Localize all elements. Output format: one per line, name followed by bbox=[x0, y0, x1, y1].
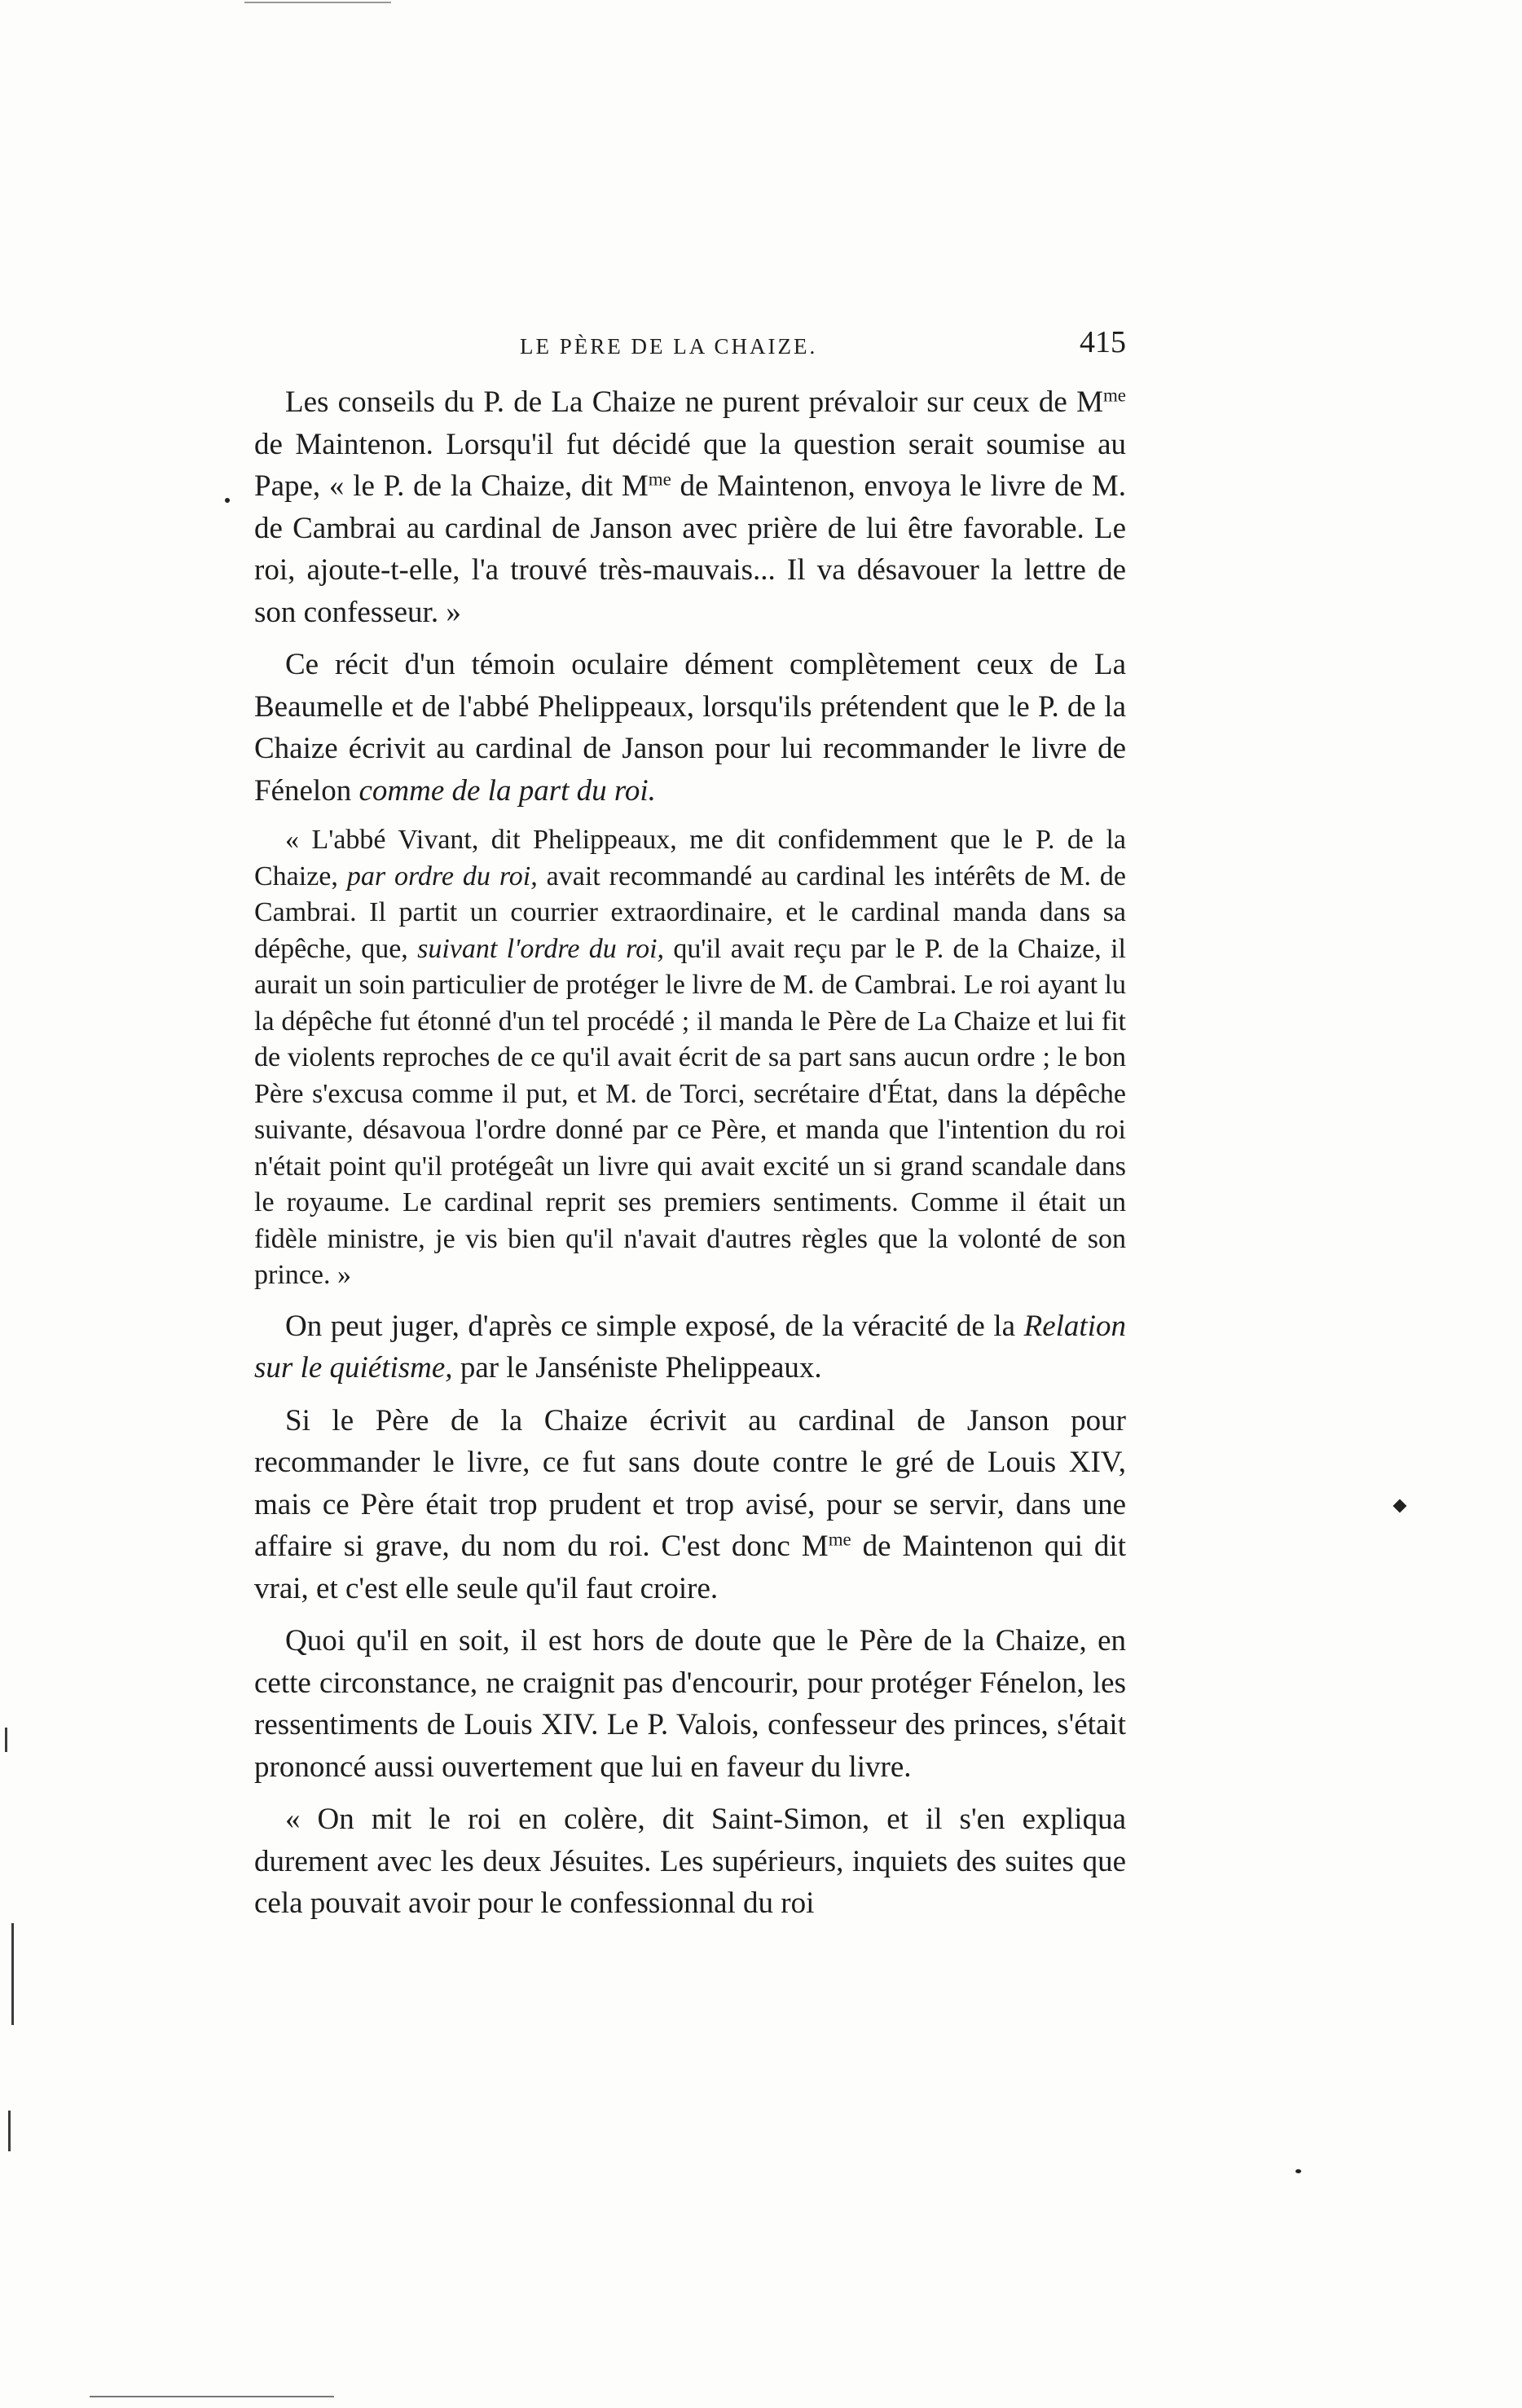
paragraph bbox=[254, 381, 1126, 633]
text-segment: Si le Père de la Chaize écrivit au cardinal de Janson pour recommander le livre, ce fut sans doute contre le gré de Louis XIV, mais ce Père était trop prudent et trop avisé, pour se servir, dans une affaire si grave, du nom du roi. C'est donc M bbox=[254, 1403, 1126, 1563]
italic-text: comme de la part du roi. bbox=[359, 773, 656, 808]
text-segment: de Maintenon. Lorsqu'il fut décidé que la question serait soumise au Pape, « le P. de la Chaize, dit M bbox=[254, 427, 1126, 503]
text-segment: « L'abbé Vivant, dit Phelippeaux, me dit confidemment que le P. de la Chaize, bbox=[254, 825, 1126, 891]
text-segment: Quoi qu'il en soit, il est hors de doute que le Père de la Chaize, en cette circonstance, ne craignit pas d'encourir, pour protéger Fénelon, les ressentiments de Louis XIV. Le P. Valois, confesseur des princes, s'était prononcé aussi ouvertement que lui en faveur du livre. bbox=[254, 1624, 1126, 1784]
paragraph bbox=[254, 1305, 1126, 1389]
superscript: me bbox=[828, 1529, 851, 1550]
page-number: 415 bbox=[1080, 325, 1126, 359]
body-text bbox=[254, 381, 1126, 1935]
text-segment: « On mit le roi en colère, dit Saint-Simon, et il s'en expliqua durement avec les deux Jésuites. Les supérieurs, inquiets des suites que cela pouvait avoir pour le confessionnal du roi bbox=[254, 1803, 1126, 1920]
text-segment: de Maintenon, envoya le livre de M. de Cambrai au cardinal de Janson avec prière de lui être favorable. Le roi, ajoute-t-elle, l'a trouvé très-mauvais... Il va désavouer la lettre de son confesseur. » bbox=[254, 469, 1126, 629]
scan-artifact-left-line bbox=[11, 1923, 14, 2025]
running-title: LE PÈRE DE LA CHAIZE. bbox=[520, 334, 818, 359]
text-segment: Les conseils du P. de La Chaize ne purent prévaloir sur ceux de M bbox=[285, 385, 1103, 419]
scan-artifact-top-line bbox=[244, 2, 391, 3]
margin-dot bbox=[1295, 2169, 1301, 2173]
superscript: me bbox=[1102, 385, 1126, 406]
paragraph bbox=[254, 1400, 1126, 1610]
text-segment: Ce récit d'un témoin oculaire dément complètement ceux de La Beaumelle et de l'abbé Phelippeaux, lorsqu'ils prétendent que le P. de la Chaize écrivit au cardinal de Janson pour lui recommander le livre de Fénelon bbox=[254, 648, 1126, 808]
text-segment: On peut juger, d'après ce simple exposé, de la véracité de la bbox=[285, 1309, 1024, 1343]
paragraph bbox=[254, 1798, 1126, 1925]
text-segment: qu'il avait reçu par le P. de la Chaize, il aurait un soin particulier de protéger le livre de M. de Cambrai. Le roi ayant lu la dépêche fut étonné d'un tel procédé ; il manda le Père de La Chaize et lui fit de violents reproches de ce qu'il avait écrit de sa part sans aucun ordre ; le bon Père s'excusa comme il put, et M. de Torci, secrétaire d'État, dans la dépêche suivante, désavoua l'ordre donné par ce Père, et manda que l'intention du roi n'était point qu'il protégeât un livre qui avait excité un si grand scandale dans le royaume. Le cardinal reprit ses premiers sentiments. Comme il était un fidèle ministre, je vis bien qu'il n'avait d'autres règles que la volonté de son prince. » bbox=[254, 933, 1126, 1290]
paragraph bbox=[254, 1620, 1126, 1788]
quoted-paragraph bbox=[254, 822, 1126, 1294]
italic-text: Relation sur le quiétisme, bbox=[254, 1309, 1126, 1384]
text-segment: avait recommandé au cardinal les intérêts de M. de Cambrai. Il partit un courrier extraordinaire, et le cardinal manda dans sa dépêche, que, bbox=[254, 861, 1126, 964]
italic-text: par ordre du roi, bbox=[346, 861, 538, 891]
scan-artifact-left-line bbox=[8, 2111, 11, 2151]
text-segment: par le Janséniste Phelippeaux. bbox=[452, 1351, 822, 1384]
margin-dot bbox=[225, 498, 230, 503]
scan-artifact-left-tick bbox=[5, 1728, 7, 1752]
paragraph bbox=[254, 644, 1126, 812]
superscript: me bbox=[648, 469, 671, 490]
margin-diamond-mark bbox=[1393, 1499, 1407, 1513]
scan-artifact-bottom-line bbox=[90, 2396, 334, 2397]
page-header bbox=[254, 325, 1126, 370]
text-segment: de Maintenon qui dit vrai, et c'est elle seule qu'il faut croire. bbox=[254, 1530, 1126, 1605]
italic-text: suivant l'ordre du roi, bbox=[417, 933, 665, 964]
